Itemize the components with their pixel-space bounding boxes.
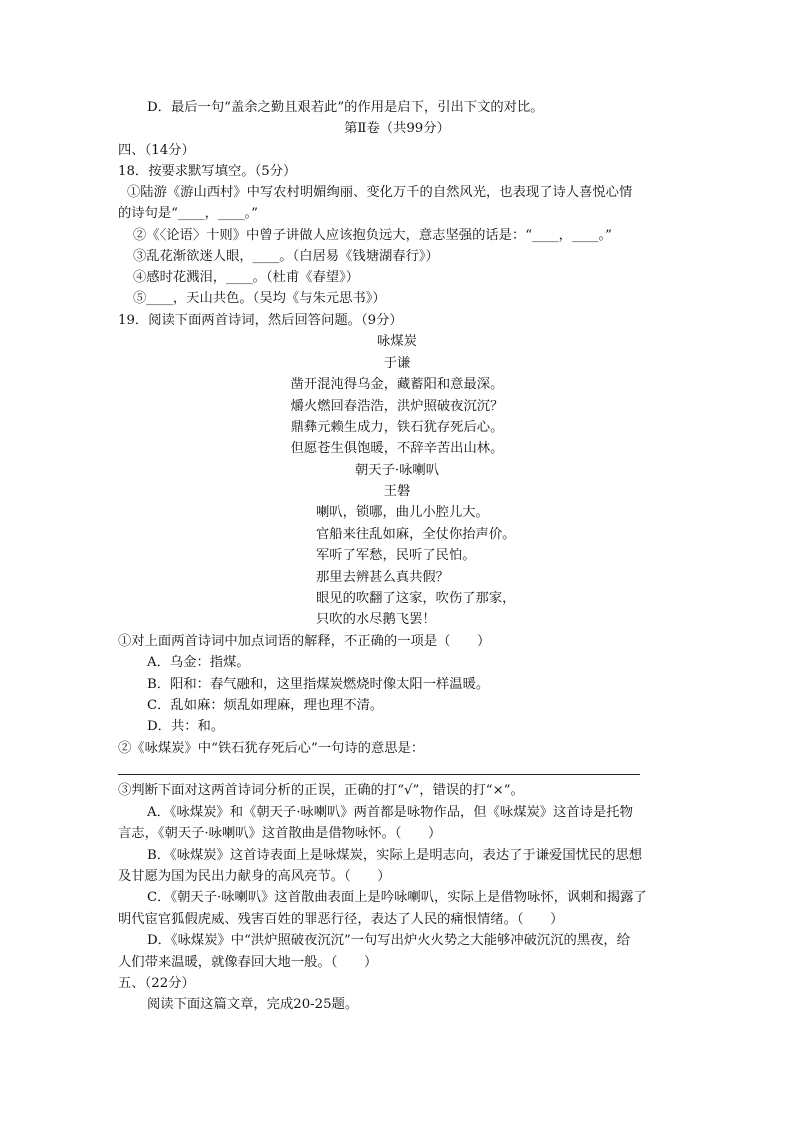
answer-line — [118, 774, 640, 775]
q19-sub3-b-line1: B．《咏煤炭》这首诗表面上是咏煤炭，实际上是明志向，表达了于谦爱国忧民的思想 — [147, 848, 643, 863]
q19-title: 19．阅读下面两首诗词，然后回答问题。（9分） — [118, 313, 403, 328]
poem2-line: 军听了军愁，民听了民怕。 — [316, 548, 476, 563]
q18-item2: ②《〈论语〉十则》中曾子讲做人应该抱负远大，意志坚强的话是：“____，____。” — [133, 228, 612, 243]
poem2-line: 喇叭，锁哪，曲儿小腔儿大。 — [316, 505, 489, 520]
poem2-author: 王磐 — [383, 484, 411, 499]
q19-sub3-c-line1: C．《朝天子·咏喇叭》这首散曲表面上是吟咏喇叭，实际上是借物咏怀，讽刺和揭露了 — [147, 890, 647, 905]
q19-sub1-option: B．阳和：春气融和，这里指煤炭燃烧时像太阳一样温暖。 — [147, 677, 490, 692]
section4-heading: 四、（14分） — [118, 143, 195, 158]
poem1-line: 爝火燃回春浩浩，洪炉照破夜沉沉？ — [290, 399, 504, 414]
q19-sub1-option: C．乱如麻：烦乱如理麻，理也理不清。 — [147, 698, 384, 713]
poem2-line: 官船来往乱如麻，全仗你抬声价。 — [316, 527, 516, 542]
q19-sub3-d-line2: 人们带来温暖，就像春回大地一般。（ ） — [118, 955, 378, 970]
q19-sub3-a-line2: 言志，《朝天子·咏喇叭》这首散曲是借物咏怀。（ ） — [118, 826, 442, 841]
q19-sub3-question: ③判断下面对这两首诗词分析的正误，正确的打“√”，错误的打“×”。 — [118, 783, 524, 798]
poem2-title: 朝天子·咏喇叭 — [354, 463, 439, 478]
poem2-line: 眼见的吹翻了这家，吹伤了那家， — [316, 591, 516, 606]
q19-sub3-d-line1: D．《咏煤炭》中“洪炉照破夜沉沉”一句写出炉火火势之大能够冲破沉沉的黑夜，给 — [147, 933, 630, 948]
q18-item1-line2: 的诗句是“____，____。” — [118, 206, 258, 221]
q18-item4: ④感时花溅泪，____。（杜甫《春望》） — [133, 270, 360, 285]
q18-title: 18．按要求默写填空。（5分） — [118, 164, 297, 179]
poem1-title: 咏煤炭 — [377, 334, 417, 349]
q19-sub3-a-line1: A．《咏煤炭》和《朝天子·咏喇叭》两首都是咏物作品，但《咏煤炭》这首诗是托物 — [147, 805, 633, 820]
poem1-line: 凿开混沌得乌金，藏蓄阳和意最深。 — [290, 377, 504, 392]
q18-item1-line1: ①陆游《游山西村》中写农村明媚绚丽、变化万千的自然风光，也表现了诗人喜悦心情 — [127, 185, 633, 200]
q19-sub2-question: ②《咏煤炭》中“铁石犹存死后心”一句诗的意思是： — [118, 741, 425, 756]
poem1-line: 但愿苍生俱饱暖，不辞辛苦出山林。 — [290, 441, 504, 456]
q19-sub3-c-line2: 明代宦官狐假虎威、残害百姓的罪恶行径，表达了人民的痛恨情绪。（ ） — [118, 912, 564, 927]
q17-option-d: D．最后一句“盖余之勤且艰若此”的作用是启下，引出下文的对比。 — [147, 100, 544, 115]
q18-item5: ⑤____，天山共色。（吴均《与朱元思书》） — [133, 291, 386, 306]
poem1-line: 鼎彝元赖生成力，铁石犹存死后心。 — [290, 420, 504, 435]
q19-sub1-question: ①对上面两首诗词中加点词语的解释，不正确的一项是（ ） — [118, 634, 491, 649]
poem2-line: 只吹的水尽鹅飞罢！ — [316, 612, 436, 627]
q18-item3: ③乱花渐欲迷人眼，____。（白居易《钱塘湖春行》） — [133, 249, 439, 264]
q19-sub3-b-line2: 及甘愿为国为民出力献身的高风亮节。（ ） — [118, 869, 391, 884]
section5-heading: 五、（22分） — [118, 976, 195, 991]
poem2-line: 那里去辨甚么真共假？ — [316, 570, 449, 585]
q19-sub1-option: A．乌金：指煤。 — [147, 655, 250, 670]
poem1-author: 于谦 — [383, 356, 411, 371]
part2-header: 第Ⅱ卷（共99分） — [344, 121, 450, 136]
q19-sub1-option: D．共：和。 — [147, 719, 225, 734]
section5-intro: 阅读下面这篇文章，完成20-25题。 — [147, 997, 359, 1012]
